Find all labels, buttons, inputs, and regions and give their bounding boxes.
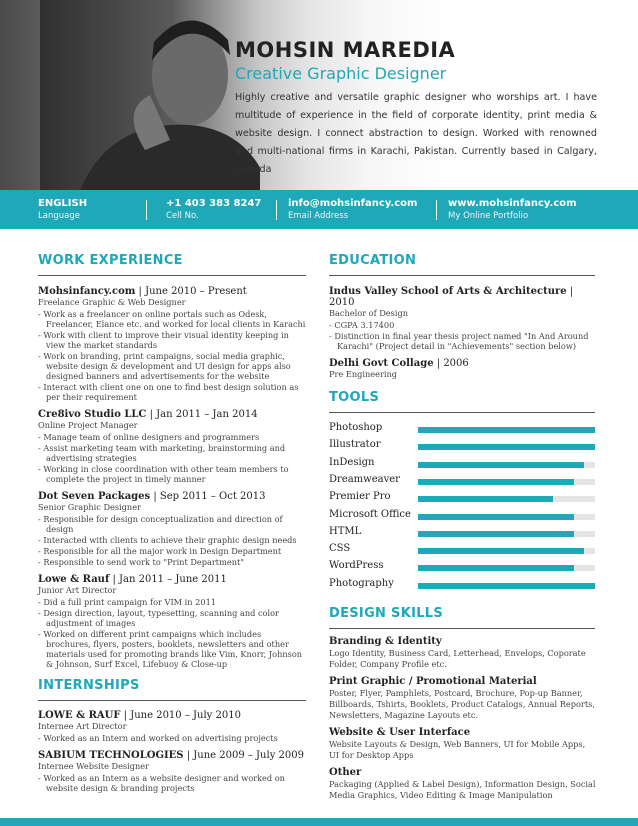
degree-name: Pre Engineering (329, 369, 397, 379)
tool-name: Illustrator (329, 439, 381, 451)
skill-bar-fill (418, 462, 584, 468)
separator: | (135, 286, 146, 297)
education-list (329, 286, 595, 386)
separator: | (183, 750, 194, 761)
job-dates: June 2009 – July 2009 (193, 750, 304, 761)
portrait-photo (40, 0, 260, 190)
job-dates: Jan 2011 – June 2011 (119, 574, 227, 585)
resume-header (0, 0, 638, 190)
job-entry (38, 409, 308, 484)
design-skills-heading: DESIGN SKILLS (329, 606, 444, 621)
candidate-role: Creative Graphic Designer (235, 64, 447, 83)
job-title: Internee Website Designer (38, 761, 150, 771)
contact-language: ENGLISH Language (38, 198, 88, 221)
tool-name: Premier Pro (329, 491, 391, 503)
section-divider (329, 275, 595, 276)
skill-bar-track (418, 514, 595, 520)
bullet-point: - Distinction in final year thesis project named "In And Around Karachi" (Project detail in "Achievements" section below) (329, 331, 589, 351)
internships-list (38, 710, 308, 800)
company-name: Cre8ivo Studio LLC (38, 409, 147, 420)
company-name: Lowe & Rauf (38, 574, 110, 585)
skill-bar-fill (418, 583, 595, 589)
bullet-point: - Work with client to improve their visual identity keeping in view the market standards (38, 330, 289, 350)
separator: | (120, 710, 131, 721)
job-title: Junior Art Director (38, 585, 117, 595)
tools-heading: TOOLS (329, 390, 380, 405)
skill-name: Other (329, 767, 362, 778)
bullet-point: - Responsible to send work to "Print Department" (38, 557, 245, 567)
design-skills-list (329, 636, 597, 807)
bullet-point: - Manage team of online designers and programmers (38, 432, 260, 442)
job-title: Senior Graphic Designer (38, 502, 141, 512)
tool-name: Photography (329, 577, 394, 589)
skill-bar-track (418, 427, 595, 433)
job-title: Online Project Manager (38, 420, 138, 430)
contact-divider (436, 200, 437, 220)
education-year: 2010 (329, 297, 355, 308)
job-entry (38, 491, 308, 567)
contact-phone[interactable]: +1 403 383 8247 Cell No. (166, 198, 262, 221)
job-entry (38, 286, 308, 402)
education-header (329, 286, 595, 308)
profile-summary: Highly creative and versatile graphic designer who worships art. I have multitude of experience in the field of corporate identity, print media & website design. I connect abstraction to design. Worked with renowned and multi-national firms in Karachi, Pakistan. Currently based in Calgary, Canada (235, 92, 597, 175)
skill-bar-fill (418, 427, 595, 433)
skill-description: Packaging (Applied & Label Design), Information Design, Social Media Graphics, Video Editing & Image Manipulation (329, 779, 596, 800)
bullet-point: - Worked as an Intern as a website designer and worked on website design & branding projects (38, 773, 285, 793)
work-experience-heading: WORK EXPERIENCE (38, 253, 183, 268)
contact-email[interactable]: info@mohsinfancy.com Email Address (288, 198, 418, 221)
skill-bar-track (418, 548, 595, 554)
footer-accent-bar (0, 818, 638, 826)
skill-bar-track (418, 479, 595, 485)
skill-bar-track (418, 531, 595, 537)
contact-divider (276, 200, 277, 220)
job-header (38, 286, 308, 297)
job-dates: June 2010 – Present (145, 286, 247, 297)
job-title: Freelance Graphic & Web Designer (38, 297, 186, 307)
bullet-point: - Design direction, layout, typesetting, scanning and color adjustment of images (38, 608, 279, 628)
separator: | (433, 358, 444, 369)
job-entry (38, 574, 308, 669)
contact-divider (146, 200, 147, 220)
tool-name: WordPress (329, 560, 384, 572)
separator: | (109, 574, 119, 585)
job-header (38, 491, 308, 502)
job-header (38, 409, 308, 420)
skill-bar-fill (418, 531, 574, 537)
skill-name: Branding & Identity (329, 636, 442, 647)
tool-name: CSS (329, 543, 351, 555)
job-entry (38, 710, 308, 743)
bullet-point: - Responsible for design conceptualization and direction of design (38, 514, 283, 534)
education-entry (329, 286, 595, 351)
school-name: Indus Valley School of Arts & Architecture (329, 286, 567, 297)
skill-bar-track (418, 444, 595, 450)
tool-name: InDesign (329, 456, 375, 468)
section-divider (329, 628, 595, 629)
bullet-point: - CGPA 3.17400 (329, 320, 395, 330)
skill-name: Website & User Interface (329, 727, 471, 738)
skill-bar-fill (418, 444, 595, 450)
company-name: LOWE & RAUF (38, 710, 121, 721)
bullet-point: - Interacted with clients to achieve their graphic design needs (38, 535, 297, 545)
job-dates: June 2010 – July 2010 (130, 710, 241, 721)
company-name: SABIUM TECHNOLOGIES (38, 750, 184, 761)
school-name: Delhi Govt Collage (329, 358, 434, 369)
job-dates: Jan 2011 – Jan 2014 (156, 409, 258, 420)
skill-bar-fill (418, 496, 553, 502)
contact-portfolio-link[interactable]: www.mohsinfancy.com My Online Portfolio (448, 198, 577, 221)
internships-heading: INTERNSHIPS (38, 678, 140, 693)
tool-name: HTML (329, 525, 362, 537)
bullet-point: - Did a full print campaign for VIM in 2011 (38, 597, 216, 607)
bullet-point: - Work as a freelancer on online portals such as Odesk, Freelancer, Elance etc. and worked for local clients in Karachi (38, 309, 306, 329)
skill-name: Print Graphic / Promotional Material (329, 676, 537, 687)
internship-header (38, 750, 308, 761)
job-title: Internee Art Director (38, 721, 127, 731)
job-dates: Sep 2011 – Oct 2013 (159, 491, 266, 502)
education-entry (329, 358, 595, 379)
degree-name: Bachelor of Design (329, 308, 408, 318)
skill-description: Logo Identity, Business Card, Letterhead, Envelops, Coporate Folder, Company Profile etc. (329, 648, 586, 669)
separator: | (150, 491, 160, 502)
separator: | (146, 409, 157, 420)
bullet-point: - Worked as an Intern and worked on advertising projects (38, 733, 278, 743)
separator: | (566, 286, 574, 297)
education-year: 2006 (443, 358, 469, 369)
contact-bar (0, 190, 638, 229)
skill-bar-track (418, 565, 595, 571)
skill-bar-fill (418, 548, 584, 554)
internship-header (38, 710, 308, 721)
candidate-name: MOHSIN MAREDIA (235, 38, 456, 62)
skill-description: Poster, Flyer, Pamphlets, Postcard, Brochure, Pop-up Banner, Billboards, Tshirts, Booklets, Product Catalogs, Annual Reports, Newsletters, Magazine Layouts etc. (329, 688, 595, 720)
bullet-point: - Work on branding, print campaigns, social media graphic, website design & development and UI design for apps also designed banners and advertisements for the website (38, 351, 291, 381)
bullet-point: - Responsible for all the major work in Design Department (38, 546, 282, 556)
work-experience-list (38, 286, 308, 676)
tool-name: Photoshop (329, 422, 383, 433)
skill-description: Website Layouts & Design, Web Banners, UI for Mobile Apps, UI for Desktop Apps (329, 739, 586, 760)
section-divider (38, 700, 306, 701)
job-header (38, 574, 308, 585)
skill-bar-fill (418, 514, 574, 520)
job-entry (38, 750, 308, 793)
bullet-point: - Interact with client one on one to find best design solution as per their requirement (38, 382, 299, 402)
section-divider (38, 275, 306, 276)
skill-bar-track (418, 496, 595, 502)
education-heading: EDUCATION (329, 253, 417, 268)
company-name: Dot Seven Packages (38, 491, 151, 502)
bullet-point: - Working in close coordination with other team members to complete the project in timely manner (38, 464, 289, 484)
bullet-point: - Assist marketing team with marketing, brainstorming and advertising strategies (38, 443, 286, 463)
skill-bar-fill (418, 565, 574, 571)
skill-bar-track (418, 583, 595, 589)
skill-bar-fill (418, 479, 574, 485)
education-header (329, 358, 595, 369)
tool-name: Dreamweaver (329, 473, 400, 485)
tool-name: Microsoft Office (329, 508, 411, 520)
company-name: Mohsinfancy.com (38, 286, 136, 297)
bullet-point: - Worked on different print campaigns which includes brochures, flyers, posters, booklets, newsletters and other materials used for promoting brands like Vim, Knorr, Johnson & Johnson, Surf Excel, Lifebuoy & Close-up (38, 629, 303, 669)
section-divider (329, 412, 595, 413)
skill-bar-track (418, 462, 595, 468)
